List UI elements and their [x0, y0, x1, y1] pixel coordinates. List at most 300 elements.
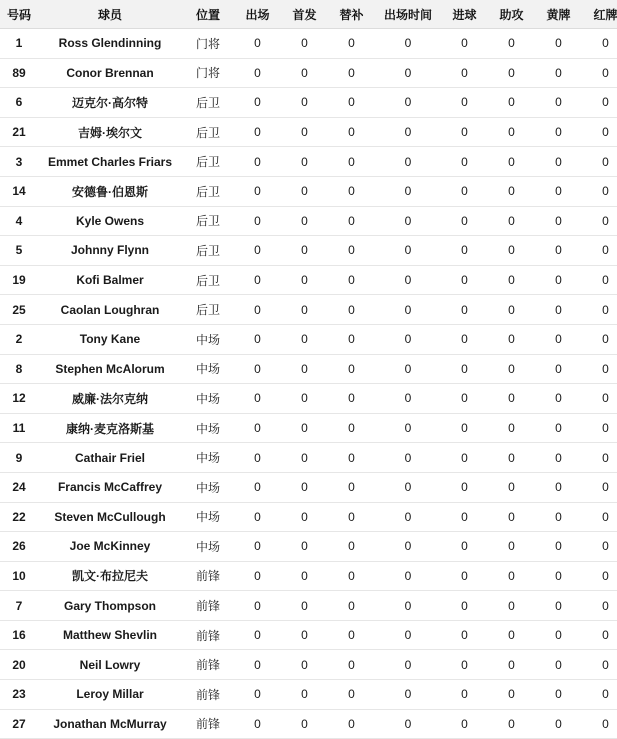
cell-minutes: 0 [375, 620, 441, 650]
cell-starts: 0 [281, 502, 328, 532]
cell-goals: 0 [441, 58, 488, 88]
cell-yellow: 0 [535, 206, 582, 236]
cell-assists: 0 [488, 147, 535, 177]
cell-red: 0 [582, 354, 617, 384]
cell-assists: 0 [488, 236, 535, 266]
cell-appearances: 0 [234, 295, 281, 325]
cell-player: Cathair Friel [38, 443, 182, 473]
column-header-player[interactable]: 球员 [38, 0, 182, 29]
table-row[interactable] [0, 443, 617, 473]
cell-appearances: 0 [234, 413, 281, 443]
cell-position: 中场 [182, 443, 234, 473]
cell-substitute: 0 [328, 206, 375, 236]
cell-substitute: 0 [328, 58, 375, 88]
cell-position: 后卫 [182, 88, 234, 118]
cell-player: Stephen McAlorum [38, 354, 182, 384]
cell-goals: 0 [441, 709, 488, 739]
cell-player: 吉姆·埃尔文 [38, 117, 182, 147]
cell-yellow: 0 [535, 176, 582, 206]
table-row[interactable] [0, 709, 617, 739]
cell-minutes: 0 [375, 413, 441, 443]
cell-appearances: 0 [234, 443, 281, 473]
cell-appearances: 0 [234, 502, 281, 532]
cell-yellow: 0 [535, 58, 582, 88]
cell-starts: 0 [281, 295, 328, 325]
cell-yellow: 0 [535, 680, 582, 710]
cell-goals: 0 [441, 295, 488, 325]
cell-red: 0 [582, 58, 617, 88]
cell-minutes: 0 [375, 384, 441, 414]
cell-assists: 0 [488, 680, 535, 710]
cell-appearances: 0 [234, 532, 281, 562]
cell-minutes: 0 [375, 354, 441, 384]
table-row[interactable] [0, 650, 617, 680]
cell-red: 0 [582, 324, 617, 354]
table-row[interactable] [0, 620, 617, 650]
cell-player: 凯文·布拉尼夫 [38, 561, 182, 591]
cell-appearances: 0 [234, 354, 281, 384]
cell-player: Ross Glendinning [38, 29, 182, 59]
cell-starts: 0 [281, 29, 328, 59]
table-row[interactable] [0, 324, 617, 354]
cell-position: 前锋 [182, 591, 234, 621]
cell-position: 后卫 [182, 236, 234, 266]
table-row[interactable] [0, 384, 617, 414]
cell-substitute: 0 [328, 384, 375, 414]
cell-red: 0 [582, 680, 617, 710]
table-row[interactable] [0, 176, 617, 206]
cell-red: 0 [582, 472, 617, 502]
cell-assists: 0 [488, 591, 535, 621]
cell-yellow: 0 [535, 29, 582, 59]
cell-yellow: 0 [535, 354, 582, 384]
cell-substitute: 0 [328, 176, 375, 206]
cell-appearances: 0 [234, 591, 281, 621]
cell-minutes: 0 [375, 472, 441, 502]
cell-yellow: 0 [535, 650, 582, 680]
cell-number: 19 [0, 265, 38, 295]
table-header-row [0, 0, 617, 29]
cell-yellow: 0 [535, 620, 582, 650]
cell-assists: 0 [488, 561, 535, 591]
column-header-appearances[interactable]: 出场 [234, 0, 281, 29]
cell-player: Johnny Flynn [38, 236, 182, 266]
cell-position: 后卫 [182, 117, 234, 147]
cell-number: 14 [0, 176, 38, 206]
cell-substitute: 0 [328, 472, 375, 502]
cell-position: 中场 [182, 354, 234, 384]
cell-minutes: 0 [375, 532, 441, 562]
cell-number: 5 [0, 236, 38, 266]
cell-player: Matthew Shevlin [38, 620, 182, 650]
cell-number: 10 [0, 561, 38, 591]
cell-yellow: 0 [535, 324, 582, 354]
cell-assists: 0 [488, 472, 535, 502]
cell-red: 0 [582, 561, 617, 591]
cell-red: 0 [582, 236, 617, 266]
cell-red: 0 [582, 620, 617, 650]
table-header [0, 0, 617, 29]
cell-minutes: 0 [375, 176, 441, 206]
cell-red: 0 [582, 88, 617, 118]
cell-starts: 0 [281, 236, 328, 266]
cell-red: 0 [582, 117, 617, 147]
cell-assists: 0 [488, 295, 535, 325]
cell-substitute: 0 [328, 147, 375, 177]
cell-player: 安德鲁·伯恩斯 [38, 176, 182, 206]
table-row[interactable] [0, 502, 617, 532]
cell-goals: 0 [441, 88, 488, 118]
cell-yellow: 0 [535, 709, 582, 739]
cell-appearances: 0 [234, 561, 281, 591]
cell-yellow: 0 [535, 147, 582, 177]
cell-player: Caolan Loughran [38, 295, 182, 325]
cell-goals: 0 [441, 680, 488, 710]
cell-substitute: 0 [328, 88, 375, 118]
column-header-minutes[interactable]: 出场时间 [375, 0, 441, 29]
cell-appearances: 0 [234, 384, 281, 414]
cell-red: 0 [582, 384, 617, 414]
cell-position: 后卫 [182, 176, 234, 206]
cell-appearances: 0 [234, 324, 281, 354]
cell-player: Steven McCullough [38, 502, 182, 532]
cell-goals: 0 [441, 354, 488, 384]
cell-yellow: 0 [535, 561, 582, 591]
cell-goals: 0 [441, 650, 488, 680]
cell-appearances: 0 [234, 58, 281, 88]
cell-number: 4 [0, 206, 38, 236]
cell-red: 0 [582, 265, 617, 295]
cell-substitute: 0 [328, 502, 375, 532]
table-row[interactable] [0, 58, 617, 88]
cell-number: 3 [0, 147, 38, 177]
cell-yellow: 0 [535, 384, 582, 414]
cell-player: 威廉·法尔克纳 [38, 384, 182, 414]
column-header-position[interactable]: 位置 [182, 0, 234, 29]
cell-appearances: 0 [234, 620, 281, 650]
cell-assists: 0 [488, 176, 535, 206]
cell-appearances: 0 [234, 709, 281, 739]
cell-yellow: 0 [535, 472, 582, 502]
cell-player: Conor Brennan [38, 58, 182, 88]
cell-goals: 0 [441, 206, 488, 236]
cell-number: 20 [0, 650, 38, 680]
cell-red: 0 [582, 413, 617, 443]
table-row[interactable] [0, 354, 617, 384]
cell-starts: 0 [281, 324, 328, 354]
column-header-yellow[interactable]: 黄牌 [535, 0, 582, 29]
cell-assists: 0 [488, 206, 535, 236]
cell-starts: 0 [281, 650, 328, 680]
cell-appearances: 0 [234, 29, 281, 59]
cell-position: 后卫 [182, 206, 234, 236]
cell-goals: 0 [441, 384, 488, 414]
cell-number: 8 [0, 354, 38, 384]
cell-red: 0 [582, 502, 617, 532]
cell-substitute: 0 [328, 117, 375, 147]
cell-player: 迈克尔·高尔特 [38, 88, 182, 118]
cell-minutes: 0 [375, 117, 441, 147]
table-row[interactable] [0, 413, 617, 443]
cell-appearances: 0 [234, 236, 281, 266]
cell-minutes: 0 [375, 324, 441, 354]
cell-starts: 0 [281, 58, 328, 88]
cell-goals: 0 [441, 620, 488, 650]
cell-assists: 0 [488, 709, 535, 739]
cell-number: 22 [0, 502, 38, 532]
cell-goals: 0 [441, 117, 488, 147]
cell-appearances: 0 [234, 680, 281, 710]
cell-goals: 0 [441, 29, 488, 59]
cell-yellow: 0 [535, 117, 582, 147]
cell-number: 26 [0, 532, 38, 562]
cell-substitute: 0 [328, 709, 375, 739]
cell-position: 中场 [182, 413, 234, 443]
cell-position: 后卫 [182, 147, 234, 177]
table-row[interactable] [0, 147, 617, 177]
table-row[interactable] [0, 591, 617, 621]
cell-goals: 0 [441, 502, 488, 532]
cell-assists: 0 [488, 384, 535, 414]
cell-position: 中场 [182, 472, 234, 502]
cell-assists: 0 [488, 265, 535, 295]
cell-minutes: 0 [375, 147, 441, 177]
cell-yellow: 0 [535, 236, 582, 266]
cell-red: 0 [582, 29, 617, 59]
cell-substitute: 0 [328, 29, 375, 59]
cell-position: 前锋 [182, 709, 234, 739]
cell-number: 24 [0, 472, 38, 502]
table-row[interactable] [0, 472, 617, 502]
cell-number: 25 [0, 295, 38, 325]
cell-starts: 0 [281, 591, 328, 621]
cell-minutes: 0 [375, 206, 441, 236]
cell-red: 0 [582, 591, 617, 621]
cell-number: 2 [0, 324, 38, 354]
cell-position: 后卫 [182, 295, 234, 325]
table-row[interactable] [0, 680, 617, 710]
cell-substitute: 0 [328, 650, 375, 680]
cell-goals: 0 [441, 472, 488, 502]
cell-player: Francis McCaffrey [38, 472, 182, 502]
cell-substitute: 0 [328, 620, 375, 650]
cell-assists: 0 [488, 413, 535, 443]
cell-starts: 0 [281, 413, 328, 443]
cell-starts: 0 [281, 88, 328, 118]
cell-goals: 0 [441, 443, 488, 473]
cell-position: 门将 [182, 29, 234, 59]
cell-yellow: 0 [535, 413, 582, 443]
cell-number: 9 [0, 443, 38, 473]
cell-yellow: 0 [535, 265, 582, 295]
cell-minutes: 0 [375, 591, 441, 621]
cell-goals: 0 [441, 324, 488, 354]
cell-minutes: 0 [375, 29, 441, 59]
cell-minutes: 0 [375, 236, 441, 266]
cell-assists: 0 [488, 88, 535, 118]
cell-starts: 0 [281, 620, 328, 650]
table-row[interactable] [0, 206, 617, 236]
cell-minutes: 0 [375, 295, 441, 325]
cell-player: Gary Thompson [38, 591, 182, 621]
cell-substitute: 0 [328, 591, 375, 621]
cell-position: 前锋 [182, 680, 234, 710]
table-row[interactable] [0, 561, 617, 591]
cell-minutes: 0 [375, 443, 441, 473]
table-row[interactable] [0, 88, 617, 118]
cell-minutes: 0 [375, 265, 441, 295]
cell-number: 89 [0, 58, 38, 88]
cell-starts: 0 [281, 443, 328, 473]
cell-position: 中场 [182, 384, 234, 414]
cell-red: 0 [582, 206, 617, 236]
cell-yellow: 0 [535, 532, 582, 562]
table-row[interactable] [0, 236, 617, 266]
cell-yellow: 0 [535, 295, 582, 325]
table-row[interactable] [0, 117, 617, 147]
cell-starts: 0 [281, 206, 328, 236]
cell-position: 中场 [182, 324, 234, 354]
cell-number: 12 [0, 384, 38, 414]
cell-yellow: 0 [535, 443, 582, 473]
cell-substitute: 0 [328, 236, 375, 266]
cell-position: 前锋 [182, 620, 234, 650]
cell-starts: 0 [281, 709, 328, 739]
cell-player: Emmet Charles Friars [38, 147, 182, 177]
cell-minutes: 0 [375, 650, 441, 680]
cell-substitute: 0 [328, 295, 375, 325]
cell-player: Jonathan McMurray [38, 709, 182, 739]
cell-substitute: 0 [328, 413, 375, 443]
cell-position: 门将 [182, 58, 234, 88]
cell-assists: 0 [488, 354, 535, 384]
cell-number: 11 [0, 413, 38, 443]
cell-substitute: 0 [328, 324, 375, 354]
cell-minutes: 0 [375, 88, 441, 118]
cell-assists: 0 [488, 502, 535, 532]
cell-player: Neil Lowry [38, 650, 182, 680]
cell-goals: 0 [441, 147, 488, 177]
column-header-substitute[interactable]: 替补 [328, 0, 375, 29]
cell-minutes: 0 [375, 561, 441, 591]
cell-position: 中场 [182, 502, 234, 532]
cell-red: 0 [582, 176, 617, 206]
table-row[interactable] [0, 532, 617, 562]
cell-assists: 0 [488, 443, 535, 473]
cell-player: Kyle Owens [38, 206, 182, 236]
column-header-starts[interactable]: 首发 [281, 0, 328, 29]
cell-appearances: 0 [234, 88, 281, 118]
cell-minutes: 0 [375, 502, 441, 532]
cell-starts: 0 [281, 561, 328, 591]
cell-assists: 0 [488, 324, 535, 354]
cell-starts: 0 [281, 117, 328, 147]
cell-yellow: 0 [535, 591, 582, 621]
table-row[interactable] [0, 29, 617, 59]
cell-number: 16 [0, 620, 38, 650]
cell-number: 21 [0, 117, 38, 147]
cell-substitute: 0 [328, 532, 375, 562]
cell-yellow: 0 [535, 502, 582, 532]
cell-goals: 0 [441, 176, 488, 206]
cell-starts: 0 [281, 532, 328, 562]
cell-substitute: 0 [328, 354, 375, 384]
cell-number: 6 [0, 88, 38, 118]
cell-appearances: 0 [234, 147, 281, 177]
cell-red: 0 [582, 650, 617, 680]
cell-assists: 0 [488, 117, 535, 147]
table-body [0, 29, 617, 739]
cell-goals: 0 [441, 413, 488, 443]
cell-substitute: 0 [328, 265, 375, 295]
table-row[interactable] [0, 295, 617, 325]
cell-minutes: 0 [375, 58, 441, 88]
cell-position: 前锋 [182, 561, 234, 591]
cell-starts: 0 [281, 384, 328, 414]
cell-number: 27 [0, 709, 38, 739]
cell-appearances: 0 [234, 265, 281, 295]
cell-assists: 0 [488, 58, 535, 88]
cell-assists: 0 [488, 620, 535, 650]
cell-substitute: 0 [328, 680, 375, 710]
column-header-number[interactable]: 号码 [0, 0, 38, 29]
column-header-assists[interactable]: 助攻 [488, 0, 535, 29]
cell-starts: 0 [281, 472, 328, 502]
cell-minutes: 0 [375, 680, 441, 710]
cell-assists: 0 [488, 650, 535, 680]
cell-player: Leroy Millar [38, 680, 182, 710]
cell-starts: 0 [281, 354, 328, 384]
cell-starts: 0 [281, 147, 328, 177]
table-row[interactable] [0, 265, 617, 295]
cell-goals: 0 [441, 265, 488, 295]
cell-goals: 0 [441, 561, 488, 591]
column-header-red[interactable]: 红牌 [582, 0, 617, 29]
cell-number: 23 [0, 680, 38, 710]
cell-starts: 0 [281, 265, 328, 295]
cell-minutes: 0 [375, 709, 441, 739]
cell-goals: 0 [441, 236, 488, 266]
cell-appearances: 0 [234, 650, 281, 680]
column-header-goals[interactable]: 进球 [441, 0, 488, 29]
cell-position: 后卫 [182, 265, 234, 295]
cell-number: 1 [0, 29, 38, 59]
cell-player: 康纳·麦克洛斯基 [38, 413, 182, 443]
cell-substitute: 0 [328, 443, 375, 473]
cell-number: 7 [0, 591, 38, 621]
cell-position: 前锋 [182, 650, 234, 680]
cell-red: 0 [582, 709, 617, 739]
cell-substitute: 0 [328, 561, 375, 591]
cell-appearances: 0 [234, 176, 281, 206]
cell-goals: 0 [441, 591, 488, 621]
cell-red: 0 [582, 532, 617, 562]
cell-appearances: 0 [234, 117, 281, 147]
cell-starts: 0 [281, 680, 328, 710]
cell-assists: 0 [488, 532, 535, 562]
cell-player: Kofi Balmer [38, 265, 182, 295]
cell-starts: 0 [281, 176, 328, 206]
cell-appearances: 0 [234, 206, 281, 236]
cell-player: Joe McKinney [38, 532, 182, 562]
cell-red: 0 [582, 147, 617, 177]
cell-goals: 0 [441, 532, 488, 562]
cell-appearances: 0 [234, 472, 281, 502]
cell-red: 0 [582, 443, 617, 473]
cell-red: 0 [582, 295, 617, 325]
cell-player: Tony Kane [38, 324, 182, 354]
cell-assists: 0 [488, 29, 535, 59]
